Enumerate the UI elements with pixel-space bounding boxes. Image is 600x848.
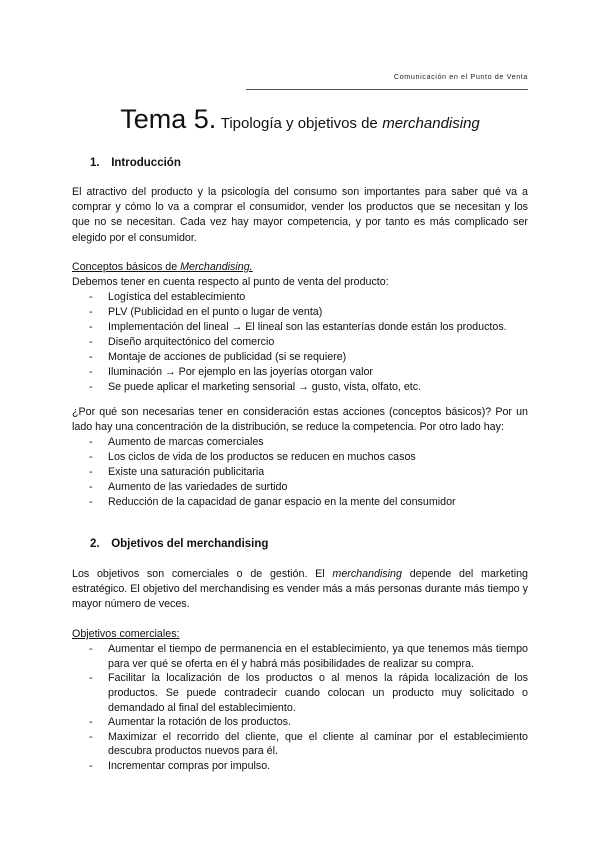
objectives-list <box>72 642 528 773</box>
list-item: - Maximizar el recorrido del cliente, que el cliente al caminar por el establecimiento descubra productos nuevos para él. <box>89 730 528 758</box>
list-item: - Incrementar compras por impulso. <box>89 759 271 772</box>
concepts-list <box>72 290 528 395</box>
running-header: Comunicación en el Punto de Venta <box>393 72 528 81</box>
title-subtitle: Tipología y objetivos de <box>220 115 378 132</box>
concepts-label <box>72 260 528 275</box>
section-1-intro <box>72 185 528 246</box>
header-rule <box>246 89 528 90</box>
list-item: - Se puede aplicar el marketing sensorial → gusto, vista, olfato, etc. <box>89 381 422 394</box>
list-item: - Aumento de marcas comerciales <box>89 436 264 449</box>
concepts-intro: Debemos tener en cuenta respecto al punto de venta del producto: <box>72 276 389 289</box>
section-1-title: Introducción <box>111 157 181 169</box>
list-item: - Existe una saturación publicitaria <box>89 466 265 479</box>
reasons-list <box>72 435 528 510</box>
list-item: - Aumentar el tiempo de permanencia en el establecimiento, ya que tenemos más tiempo para ver qué se oferta en él y habrá más posibilidades de realizar su compra. <box>89 643 528 670</box>
list-item: - Logística del establecimiento <box>89 291 246 304</box>
section-2-title: Objetivos del merchandising <box>111 538 269 550</box>
objectives-block <box>72 627 528 774</box>
objectives-paragraph: Los objetivos son comerciales o de gestión. El merchandising depende del marketing estratégico. El objetivo del merchandising es vender más a más personas durante más tiempo y mayor número de veces. <box>72 568 528 611</box>
objectives-label: Objetivos comerciales: <box>72 628 180 640</box>
why-paragraph: ¿Por qué son necesarias tener en consideración estas acciones (conceptos básicos)? Por un lado hay una concentración de la distribución, se reduce la competencia. Por otro lado hay: <box>72 406 528 434</box>
concepts-label-em: Merchandising. <box>180 261 253 273</box>
page-title <box>0 104 600 135</box>
intro-paragraph: El atractivo del producto y la psicología del consumo son importantes para saber qué va a comprar y cómo lo va a comprar el consumidor, vender los productos que se necesitan y los que no se necesitan. Cada vez hay mayor competencia, y por tanto es más complicado ser elegido por el consumidor. <box>72 186 528 244</box>
section-2-heading <box>90 538 268 550</box>
list-item: - Montaje de acciones de publicidad (si se requiere) <box>89 351 347 364</box>
section-2-intro <box>72 567 528 613</box>
title-subtitle-em: merchandising <box>382 115 480 132</box>
list-item: - Aumentar la rotación de los productos. <box>89 716 291 729</box>
section-1-number: 1. <box>90 157 100 169</box>
list-item: - Facilitar la localización de los productos o al menos la rápida localización de los productos. Se puede contradecir cuando colocan un producto muy solicitado o demandado al final del establecimiento. <box>89 672 528 714</box>
section-2-number: 2. <box>90 538 100 550</box>
title-prefix: Tema 5. <box>120 104 217 134</box>
list-item: - Reducción de la capacidad de ganar espacio en la mente del consumidor <box>89 496 456 509</box>
list-item: - Implementación del lineal → El lineal son las estanterías donde están los productos. <box>89 321 507 334</box>
section-1-heading <box>90 157 181 169</box>
list-item: - Aumento de las variedades de surtido <box>89 481 288 494</box>
concepts-block <box>72 260 528 395</box>
list-item: - Iluminación → Por ejemplo en las joyerías otorgan valor <box>89 366 373 379</box>
concepts-label-text: Conceptos básicos de <box>72 261 178 273</box>
list-item: - PLV (Publicidad en el punto o lugar de venta) <box>89 306 323 319</box>
list-item: - Diseño arquitectónico del comercio <box>89 336 275 349</box>
list-item: - Los ciclos de vida de los productos se reducen en muchos casos <box>89 451 416 464</box>
why-block <box>72 405 528 510</box>
